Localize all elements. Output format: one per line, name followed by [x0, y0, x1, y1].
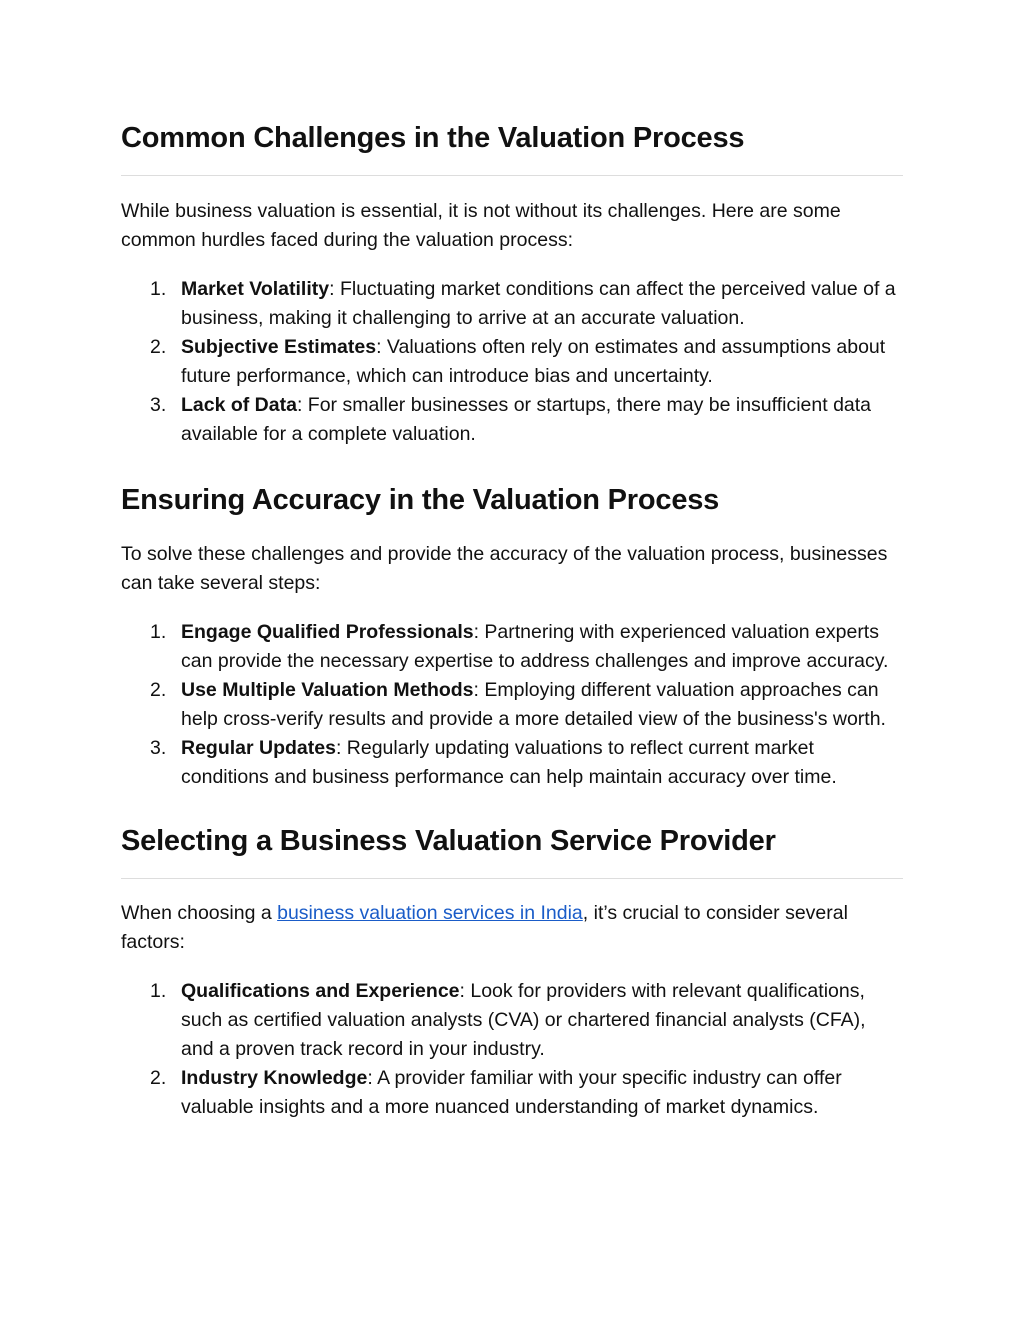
list-item-text: : Employing different valuation approaches can help cross-verify results and provide a more detailed view of the business's worth.	[181, 679, 886, 730]
list-item-term: Lack of Data	[181, 394, 297, 416]
list-number: 2.	[150, 679, 167, 701]
list-item	[121, 977, 903, 1064]
list-item-text: : For smaller businesses or startups, there may be insufficient data available for a complete valuation.	[181, 394, 872, 445]
list-item-term: Engage Qualified Professionals	[181, 621, 474, 643]
section-heading-accuracy: Ensuring Accuracy in the Valuation Process	[121, 484, 720, 516]
list-item-term: Regular Updates	[181, 737, 336, 759]
list-item	[121, 1064, 903, 1122]
accuracy-steps-list	[121, 618, 903, 792]
list-item	[121, 618, 903, 676]
list-item-term: Industry Knowledge	[181, 1067, 368, 1089]
list-item-text: : A provider familiar with your specific industry can offer valuable insights and a more nuanced understanding of market dynamics.	[181, 1067, 842, 1118]
list-number: 2.	[150, 1067, 167, 1089]
challenges-list	[121, 275, 903, 449]
section-heading-challenges: Common Challenges in the Valuation Process	[121, 122, 745, 154]
provider-factors-list	[121, 977, 903, 1122]
section-heading-provider: Selecting a Business Valuation Service Provider	[121, 825, 776, 857]
list-item	[121, 391, 903, 449]
heading-divider	[121, 878, 903, 879]
intro-text-after: , it’s crucial to consider several factors:	[121, 902, 848, 953]
intro-text-before: When choosing a	[121, 902, 278, 924]
list-item	[121, 275, 903, 333]
list-item-term: Use Multiple Valuation Methods	[181, 679, 474, 701]
list-item	[121, 676, 903, 734]
list-item-term: Market Volatility	[181, 278, 330, 300]
list-number: 2.	[150, 336, 167, 358]
list-number: 3.	[150, 737, 167, 759]
valuation-services-link[interactable]: business valuation services in India	[277, 902, 583, 924]
list-number: 1.	[150, 980, 167, 1002]
list-item-text: : Fluctuating market conditions can affect the perceived value of a business, making it challenging to arrive at an accurate valuation.	[181, 278, 896, 329]
section-intro	[121, 899, 903, 957]
list-item-text: : Regularly updating valuations to reflect current market conditions and business performance can help maintain accuracy over time.	[181, 737, 837, 788]
list-item-text: : Valuations often rely on estimates and assumptions about future performance, which can introduce bias and uncertainty.	[181, 336, 886, 387]
section-intro: To solve these challenges and provide the accuracy of the valuation process, businesses can take several steps:	[121, 543, 888, 594]
list-item-term: Subjective Estimates	[181, 336, 377, 358]
list-item-text: : Partnering with experienced valuation experts can provide the necessary expertise to address challenges and improve accuracy.	[181, 621, 889, 672]
list-item-text: : Look for providers with relevant qualifications, such as certified valuation analysts (CVA) or chartered financial analysts (CFA), and a proven track record in your industry.	[181, 980, 866, 1060]
list-item	[121, 333, 903, 391]
list-item	[121, 734, 903, 792]
heading-divider	[121, 175, 903, 176]
list-number: 1.	[150, 621, 167, 643]
list-number: 3.	[150, 394, 167, 416]
list-number: 1.	[150, 278, 167, 300]
section-intro: While business valuation is essential, it is not without its challenges. Here are some common hurdles faced during the valuation process:	[121, 200, 841, 251]
list-item-term: Qualifications and Experience	[181, 980, 460, 1002]
